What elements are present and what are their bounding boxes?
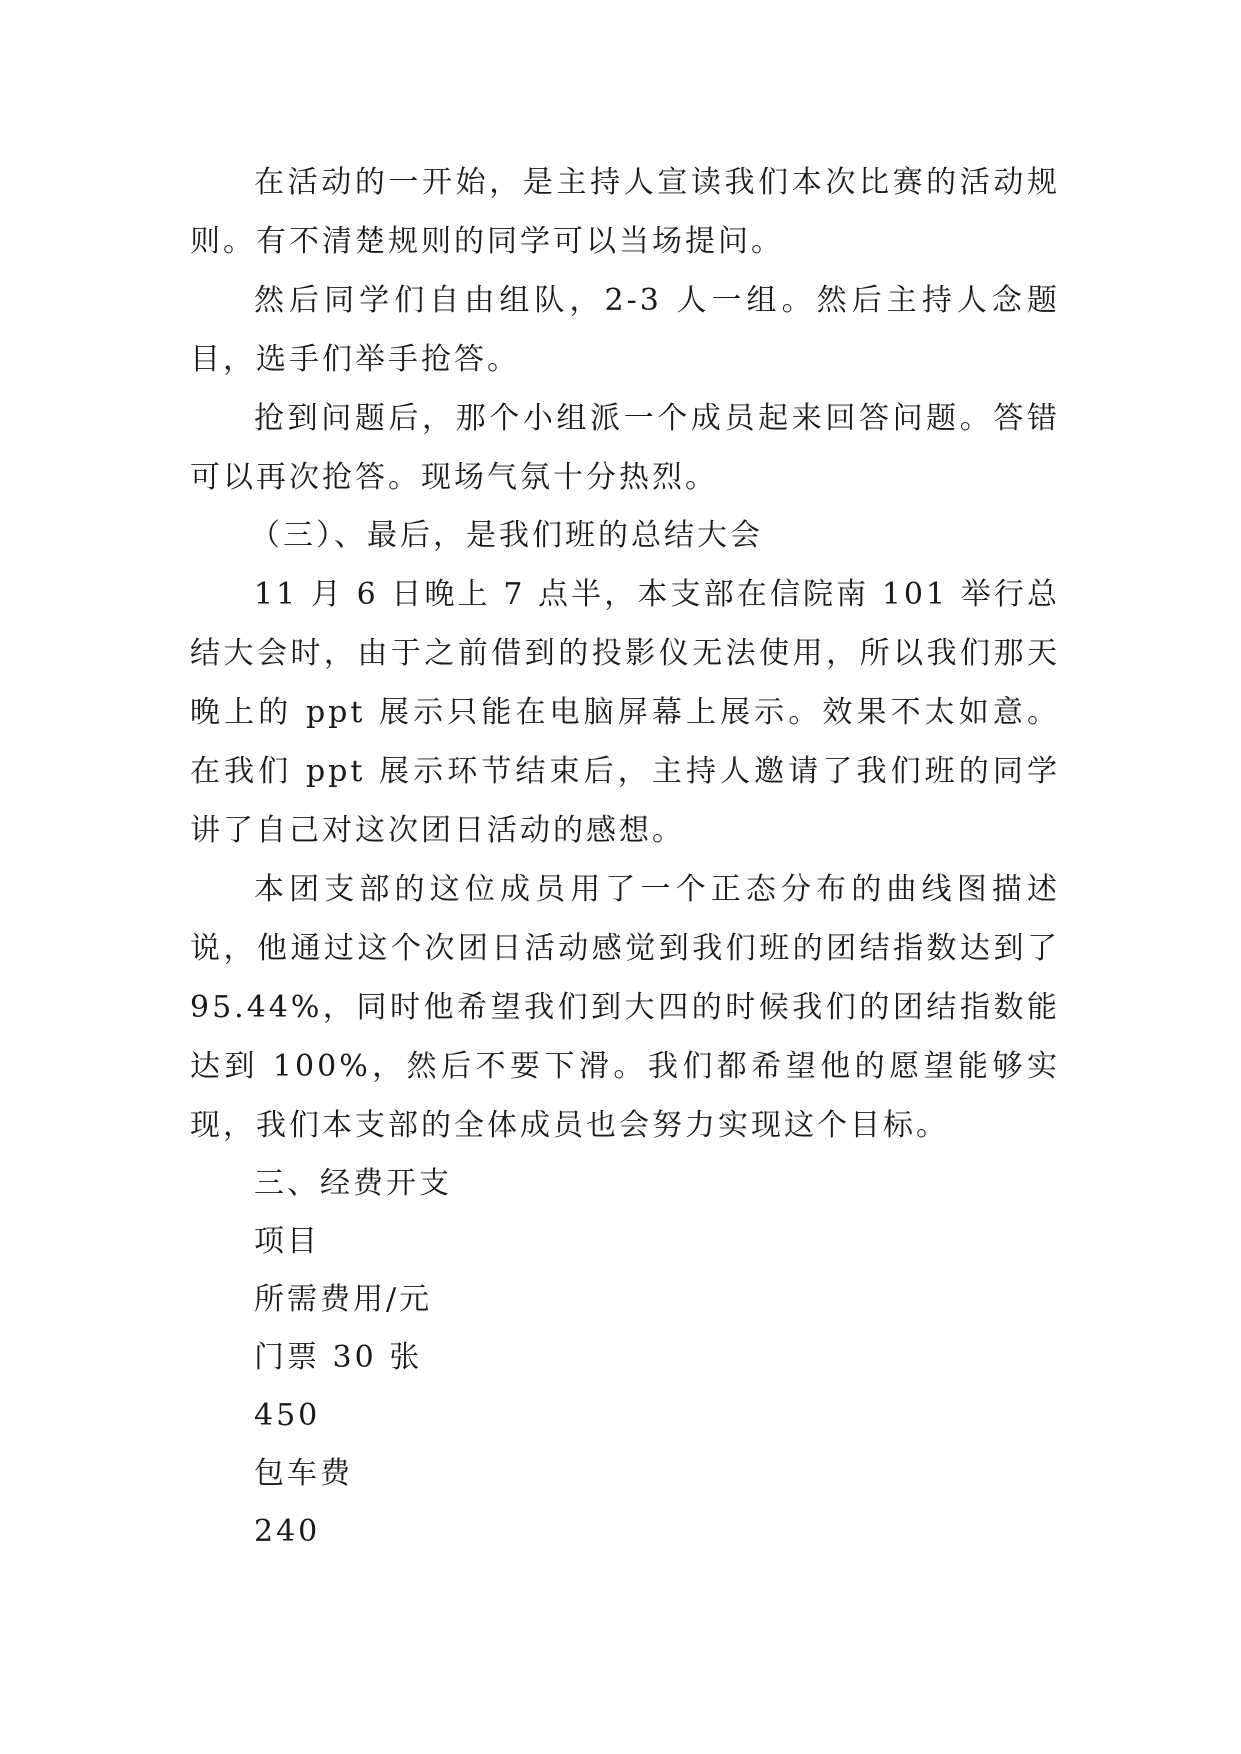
expense-column-item: 项目 <box>254 1224 320 1259</box>
paragraph-member-reflection: 本团支部的这位成员用了一个正态分布的曲线图描述说，他通过这个次团日活动感觉到我们班的团结指数达到了 95.44%，同时他希望我们到大四的时候我们的团结指数能达到 100%，然后不要下滑。我们都希望他的愿望能够实现，我们本支部的全体成员也会努力实现这个目标。 <box>190 872 1060 1143</box>
expense-row-item: 包车费 <box>254 1456 353 1491</box>
paragraph-answering: 抢到问题后，那个小组派一个成员起来回答问题。答错可以再次抢答。现场气氛十分热烈。 <box>190 401 1060 495</box>
section-heading-expense: 三、经费开支 <box>254 1166 452 1201</box>
expense-row-item: 门票 30 张 <box>254 1340 423 1375</box>
section-heading-summary: （三）、最后，是我们班的总结大会 <box>250 518 763 553</box>
paragraph-summary-meeting: 11 月 6 日晚上 7 点半，本支部在信院南 101 举行总结大会时，由于之前借到的投影仪无法使用，所以我们那天晚上的 ppt 展示只能在电脑屏幕上展示。效果不太如意。在我们 ppt 展示环节结束后，主持人邀请了我们班的同学讲了自己对这次团日活动的感想。 <box>190 577 1060 848</box>
paragraph-activity-start: 在活动的一开始，是主持人宣读我们本次比赛的活动规则。有不清楚规则的同学可以当场提问。 <box>190 165 1060 259</box>
document-body <box>190 153 1060 1561</box>
expense-column-cost: 所需费用/元 <box>254 1282 433 1317</box>
paragraph-team-formation: 然后同学们自由组队，2-3 人一组。然后主持人念题目，选手们举手抢答。 <box>190 283 1060 377</box>
expense-row-cost: 450 <box>254 1398 321 1433</box>
expense-row-cost: 240 <box>254 1514 321 1549</box>
